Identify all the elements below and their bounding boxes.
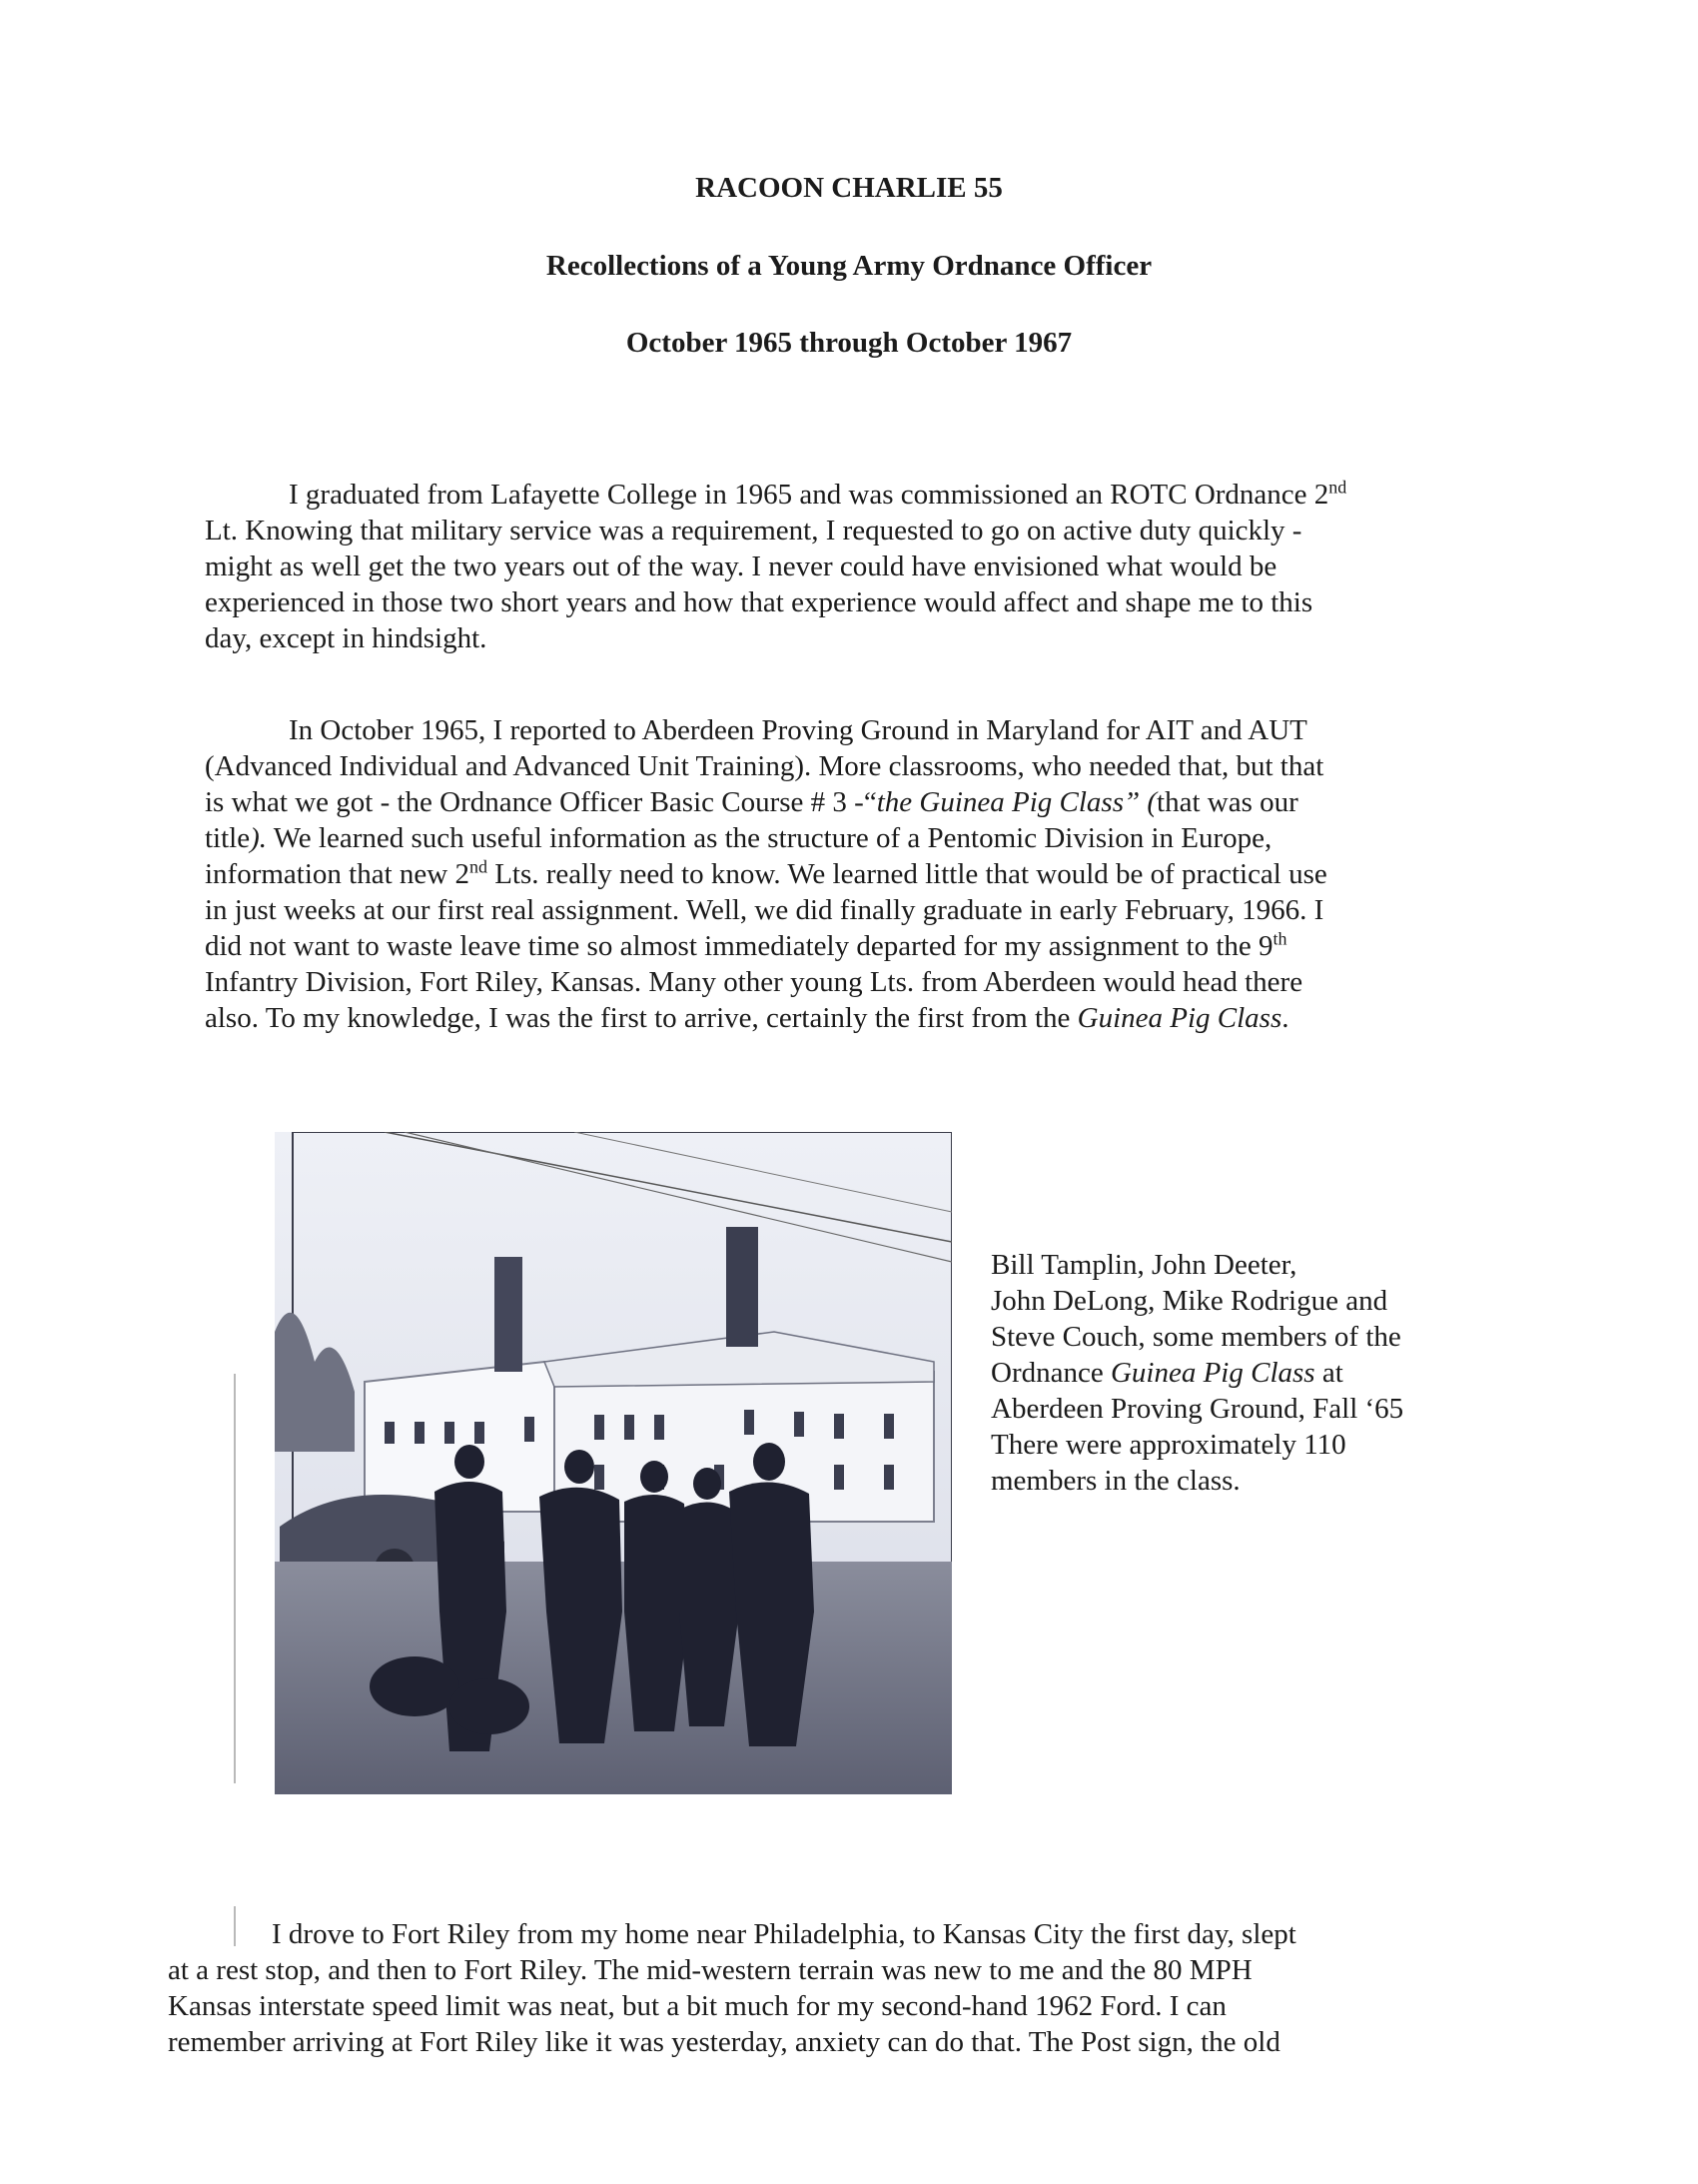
document-subtitle: Recollections of a Young Army Ordnance Officer (545, 250, 1153, 282)
scan-artifact (234, 1374, 236, 1783)
paragraph-line: I graduated from Lafayette College in 1965 and was commissioned an ROTC Ordnance 2nd (289, 477, 1347, 511)
paragraph-line: is what we got - the Ordnance Officer Basic Course # 3 -“the Guinea Pig Class” (that was our (205, 786, 1298, 818)
group-photo (275, 1132, 952, 1794)
paragraph-line: Kansas interstate speed limit was neat, but a bit much for my second-hand 1962 Ford. I can (168, 1990, 1227, 2022)
paragraph-line: Lt. Knowing that military service was a requirement, I requested to go on active duty quickly - (205, 515, 1302, 546)
superscript: th (1273, 928, 1287, 949)
document-dates: October 1965 through October 1967 (625, 327, 1073, 359)
document-title: RACOON CHARLIE 55 (695, 172, 1003, 204)
paragraph-line: In October 1965, I reported to Aberdeen Proving Ground in Maryland for AIT and AUT (289, 714, 1307, 746)
caption-line: Ordnance Guinea Pig Class at (991, 1357, 1343, 1389)
paragraph-3 (168, 1916, 1496, 2060)
paragraph-line: information that new 2nd Lts. really need to know. We learned little that would be of practical use (205, 856, 1327, 890)
paragraph-1 (205, 477, 1533, 656)
paragraph-2 (205, 712, 1533, 1036)
paragraph-line: experienced in those two short years and how that experience would affect and shape me to this (205, 586, 1313, 618)
class-name-italic: the Guinea Pig Class” ( (876, 786, 1158, 818)
superscript: nd (468, 856, 487, 877)
caption-line: John DeLong, Mike Rodrigue and (991, 1285, 1388, 1317)
caption-line: Bill Tamplin, John Deeter, (991, 1249, 1297, 1281)
paragraph-line: I drove to Fort Riley from my home near Philadelphia, to Kansas City the first day, slept (272, 1918, 1296, 1950)
paragraph-line: might as well get the two years out of the way. I never could have envisioned what would be (205, 550, 1277, 582)
caption-line: Steve Couch, some members of the (991, 1321, 1401, 1353)
paragraph-line: remember arriving at Fort Riley like it was yesterday, anxiety can do that. The Post sign, the old (168, 2026, 1280, 2058)
paragraph-line: day, except in hindsight. (205, 622, 487, 654)
paragraph-line: (Advanced Individual and Advanced Unit Training). More classrooms, who needed that, but that (205, 750, 1324, 782)
paragraph-line: at a rest stop, and then to Fort Riley. The mid-western terrain was new to me and the 80 MPH (168, 1954, 1253, 1986)
caption-line: There were approximately 110 (991, 1429, 1346, 1461)
caption-line: Aberdeen Proving Ground, Fall ‘65 (991, 1393, 1404, 1425)
paragraph-line: Infantry Division, Fort Riley, Kansas. Many other young Lts. from Aberdeen would head there (205, 966, 1303, 998)
photo-caption (991, 1247, 1510, 1499)
scan-artifact (234, 1906, 236, 1946)
paragraph-line: did not want to waste leave time so almost immediately departed for my assignment to the 9th (205, 928, 1287, 962)
paragraph-line: also. To my knowledge, I was the first to arrive, certainly the first from the Guinea Pig Class. (205, 1002, 1289, 1034)
class-name-italic: Guinea Pig Class (1110, 1357, 1315, 1389)
paragraph-line: title). We learned such useful information as the structure of a Pentomic Division in Europe, (205, 822, 1273, 854)
caption-line: members in the class. (991, 1465, 1241, 1497)
superscript: nd (1328, 477, 1347, 498)
class-name-italic: Guinea Pig Class (1077, 1002, 1282, 1034)
paragraph-line: in just weeks at our first real assignment. Well, we did finally graduate in early February, 1966. I (205, 894, 1324, 926)
